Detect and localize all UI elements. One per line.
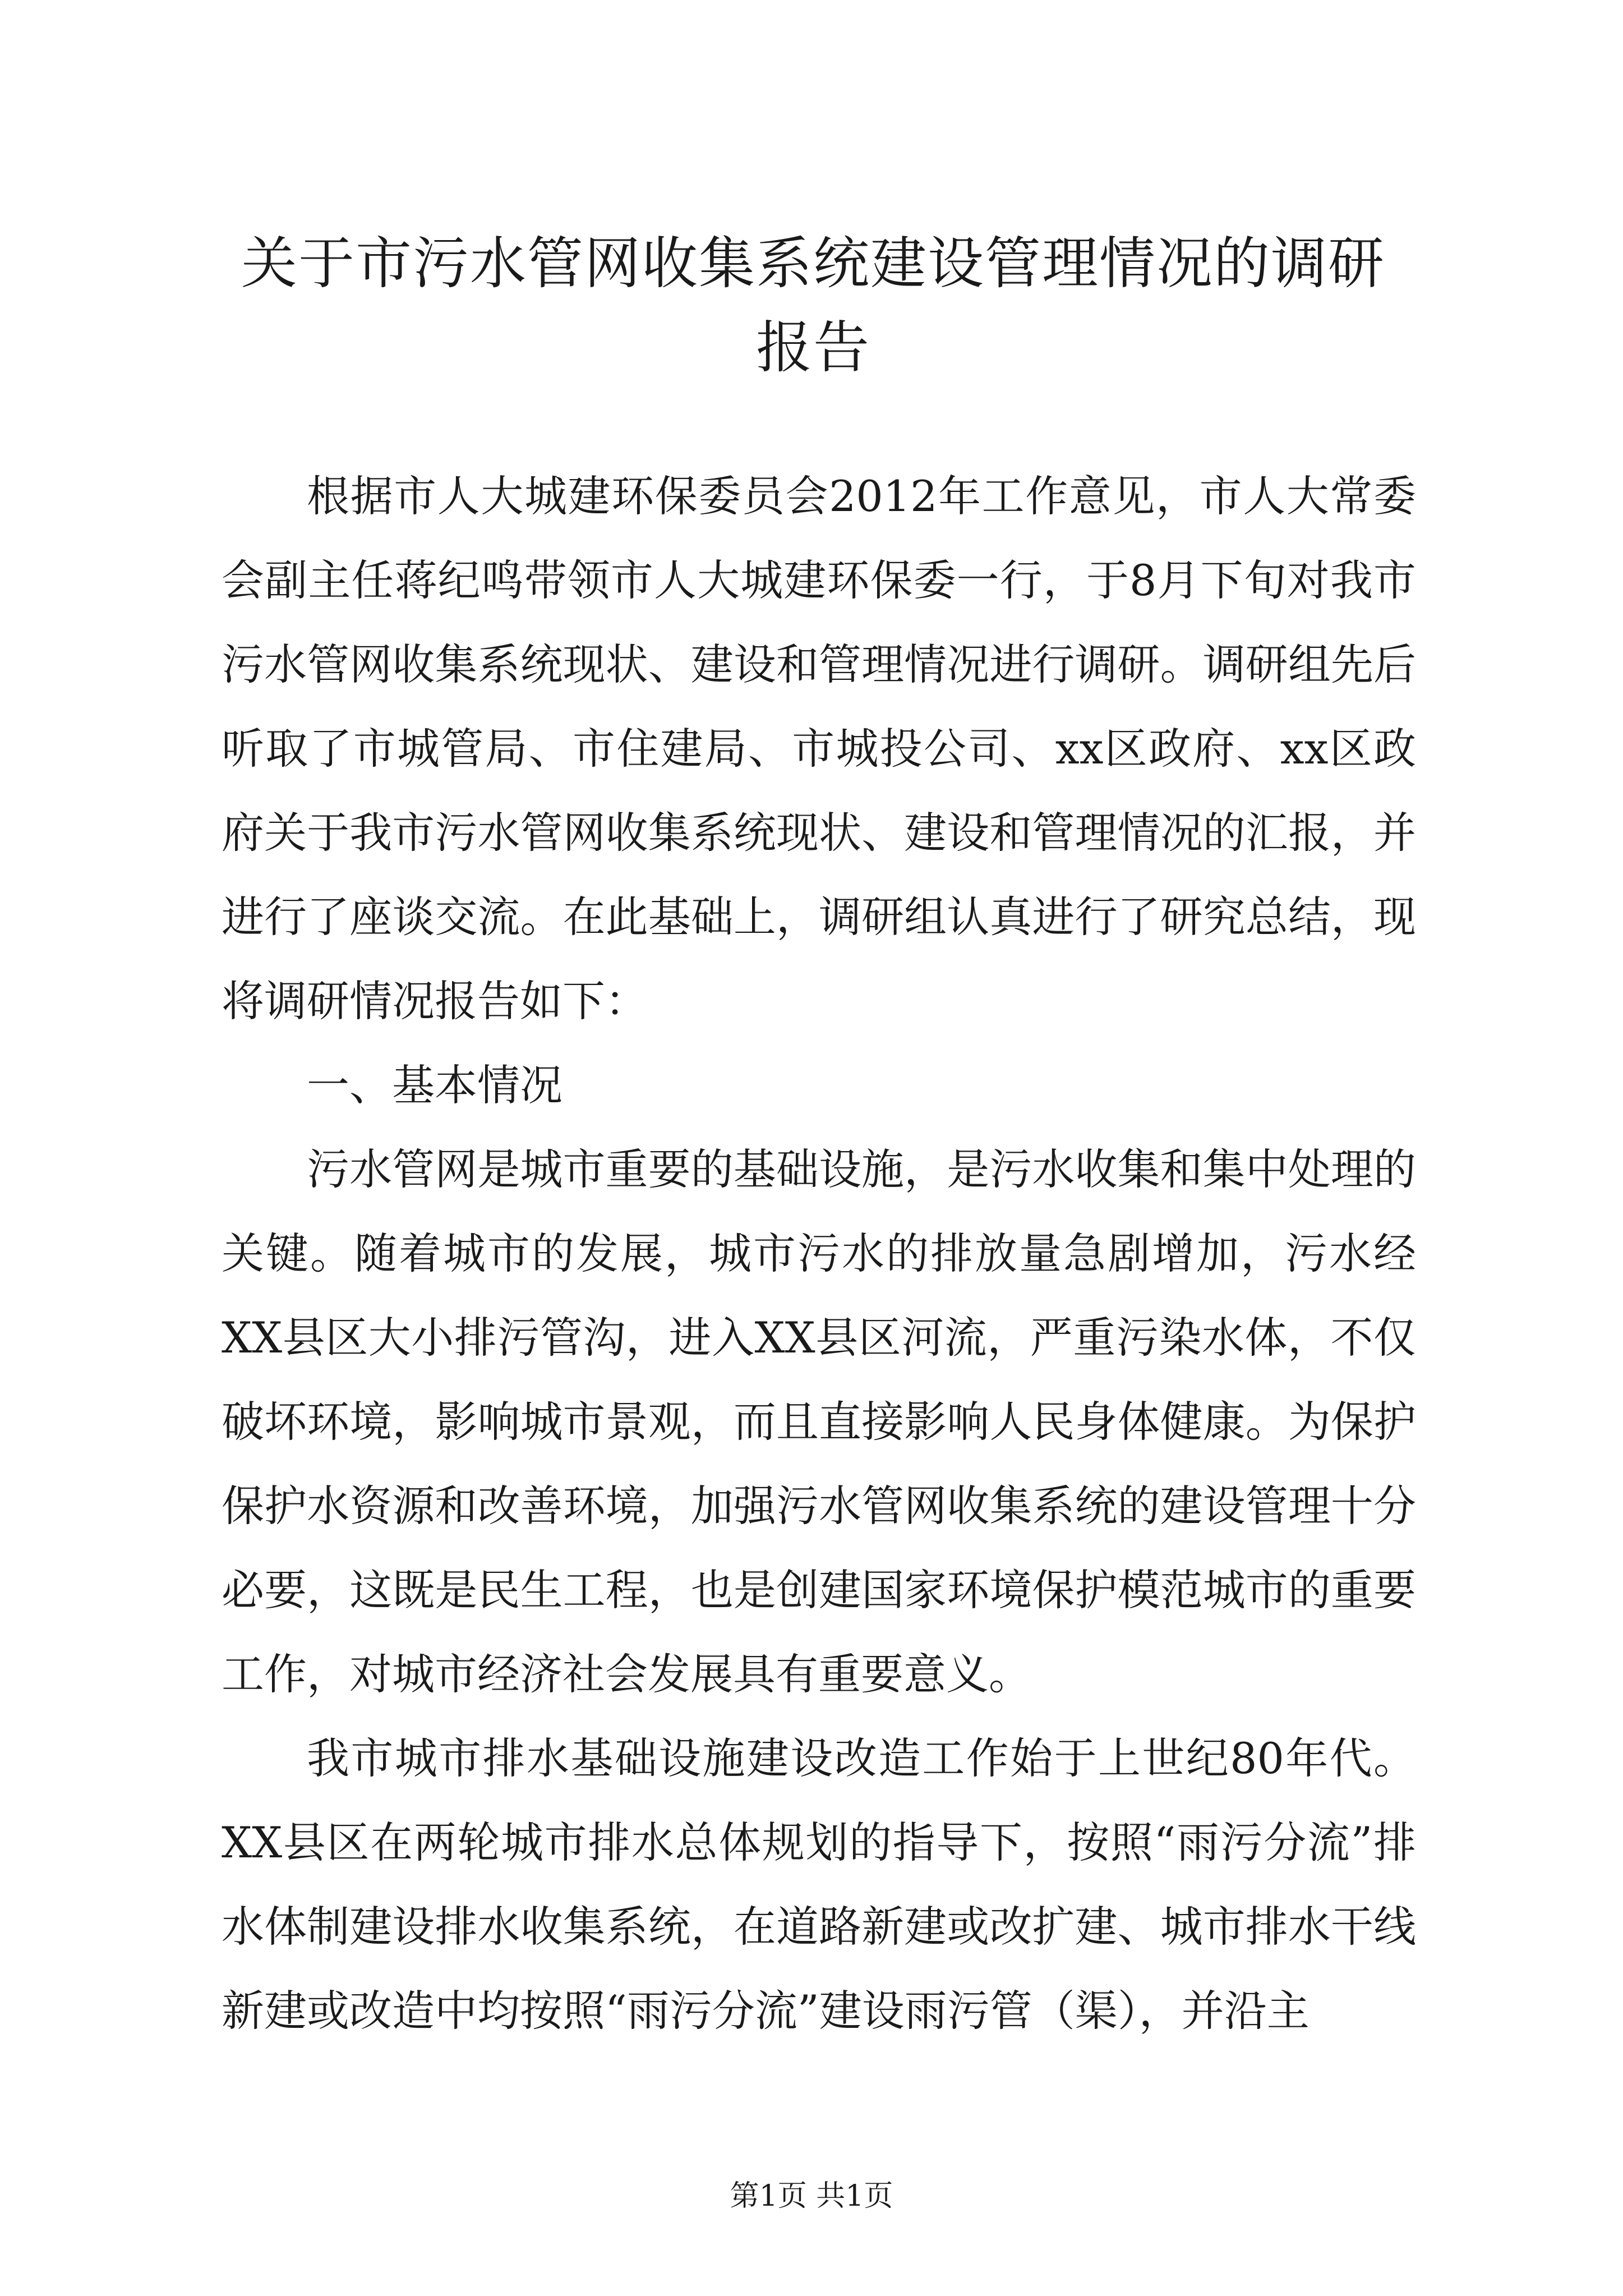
paragraph-sewage-network: 污水管网是城市重要的基础设施，是污水收集和集中处理的关键。随着城市的发展，城市污水的排放量急剧增加，污水经XX县区大小排污管沟，进入XX县区河流，严重污染水体，不仅破坏环境，影响城市景观，而且直接影响人民身体健康。为保护保护水资源和改善环境，加强污水管网收集系统的建设管理十分必要，这既是民生工程，也是创建国家环境保护模范城市的重要工作，对城市经济社会发展具有重要意义。 [222,1144,1416,1699]
section-heading-basic-situation: 一、基本情况 [307,1060,562,1110]
paragraph-intro: 根据市人大城建环保委员会2012年工作意见，市人大常委会副主任蒋纪鸣带领市人大城建环保委一行，于8月下旬对我市污水管网收集系统现状、建设和管理情况进行调研。调研组先后听取了市城管局、市住建局、市城投公司、xx区政府、xx区政府关于我市污水管网收集系统现状、建设和管理情况的汇报，并进行了座谈交流。在此基础上，调研组认真进行了研究总结，现将调研情况报告如下： [222,471,1416,1026]
paragraph-drainage-history: 我市城市排水基础设施建设改造工作始于上世纪80年代。XX县区在两轮城市排水总体规划的指导下，按照“雨污分流”排水体制建设排水收集系统，在道路新建或改扩建、城市排水干线新建或改造中均按照“雨污分流”建设雨污管（渠），并沿主 [222,1733,1416,2036]
page-number-footer: 第1页 共1页 [730,2179,893,2213]
document-body [222,454,1416,2053]
document-title: 关于市污水管网收集系统建设管理情况的调研报告 [241,231,1385,380]
